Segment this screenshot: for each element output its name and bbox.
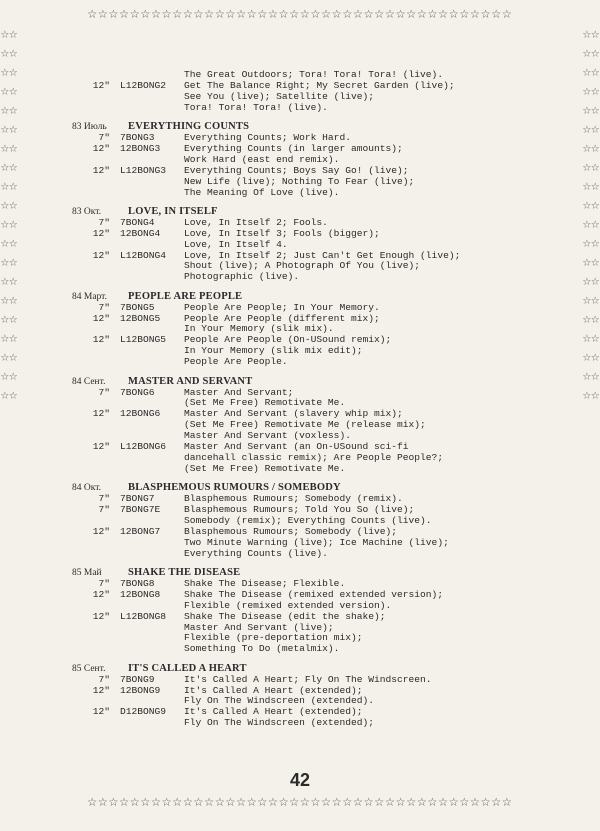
release-title: EVERYTHING COUNTS <box>128 121 250 133</box>
track-text: It's Called A Heart (extended); <box>184 706 363 718</box>
track-text: In Your Memory (slik mix). <box>184 323 334 335</box>
format-label: 12" <box>92 706 110 718</box>
format-label: 12" <box>92 227 110 239</box>
release-date: 85 Май <box>72 568 102 579</box>
format-label: 12" <box>92 334 110 346</box>
track-line <box>0 240 600 251</box>
track-line <box>0 229 600 240</box>
track-text: Everything Counts; Boys Say Go! (live); <box>184 164 409 176</box>
track-text: Fly On The Windscreen (extended); <box>184 717 374 729</box>
catalog-number: 12BONG8 <box>120 588 161 600</box>
track-text: Photographic (live). <box>184 271 300 283</box>
track-text: See You (live); Satellite (live); <box>184 90 374 102</box>
format-label: 12" <box>92 142 110 154</box>
format-label: 12" <box>92 684 110 696</box>
format-label: 12" <box>92 525 110 537</box>
track-line <box>0 272 600 283</box>
section-gap <box>0 198 600 207</box>
track-text: Master And Servant (slavery whip mix); <box>184 408 403 420</box>
section-gap <box>0 114 600 123</box>
catalog-number: 7BONG4 <box>120 216 155 228</box>
release-date: 83 Июль <box>72 122 107 133</box>
track-text: People Are People; In Your Memory. <box>184 301 380 313</box>
release-date: 83 Окт. <box>72 206 102 217</box>
track-line <box>0 357 600 368</box>
track-text: Master And Servant (voxless). <box>184 430 351 442</box>
release-title: PEOPLE ARE PEOPLE <box>128 290 243 302</box>
format-label: 7" <box>98 577 110 589</box>
track-text: (Set Me Free) Remotivate Me. <box>184 397 346 409</box>
release-date: 84 Март. <box>72 291 107 302</box>
format-label: 12" <box>92 408 110 420</box>
track-text: Somebody (remix); Everything Counts (live). <box>184 514 432 526</box>
track-text: Everything Counts (live). <box>184 547 328 559</box>
track-text: In Your Memory (slik mix edit); <box>184 345 363 357</box>
discography-list <box>0 70 600 729</box>
catalog-number: L12BONG3 <box>120 164 167 176</box>
track-text: People Are People. <box>184 356 288 368</box>
catalog-number: 12BONG7 <box>120 525 161 537</box>
format-label: 7" <box>98 301 110 313</box>
track-line <box>0 549 600 560</box>
format-label: 7" <box>98 216 110 228</box>
catalog-number: 12BONG4 <box>120 227 161 239</box>
release-date: 84 Окт. <box>72 483 102 494</box>
track-text: Flexible (pre-deportation mix); <box>184 632 363 644</box>
bottom-star-border: ☆☆☆☆☆☆☆☆☆☆☆☆☆☆☆☆☆☆☆☆☆☆☆☆☆☆☆☆☆☆☆☆☆☆☆☆☆☆☆☆ <box>87 793 513 811</box>
track-text: (Set Me Free) Remotivate Me. <box>184 462 346 474</box>
track-text: It's Called A Heart (extended); <box>184 684 363 696</box>
catalog-number: D12BONG9 <box>120 706 167 718</box>
track-text: Everything Counts (in larger amounts); <box>184 142 403 154</box>
track-text: Love, In Itself 2; Fools. <box>184 216 328 228</box>
catalog-number: L12BONG4 <box>120 249 167 261</box>
track-text: Love, In Itself 3; Fools (bigger); <box>184 227 380 239</box>
release-header <box>0 377 600 388</box>
track-text: The Great Outdoors; Tora! Tora! Tora! (live). <box>184 69 444 80</box>
catalog-number: L12BONG8 <box>120 610 167 622</box>
catalog-number: 7BONG6 <box>120 386 155 398</box>
track-line <box>0 188 600 199</box>
track-text: Fly On The Windscreen (extended). <box>184 695 374 707</box>
track-line <box>0 718 600 729</box>
track-text: Blasphemous Rumours; Somebody (live); <box>184 525 398 537</box>
track-text: Love, In Itself 4. <box>184 238 288 250</box>
track-line <box>0 166 600 177</box>
track-line <box>0 675 600 686</box>
track-text: Get The Balance Right; My Secret Garden (live); <box>184 79 455 91</box>
format-label: 12" <box>92 440 110 452</box>
page-number: 42 <box>289 770 311 790</box>
format-label: 7" <box>98 386 110 398</box>
track-text: Flexible (remixed extended version). <box>184 599 392 611</box>
format-label: 12" <box>92 312 110 324</box>
track-line <box>0 538 600 549</box>
catalog-number: 7BONG9 <box>120 673 155 685</box>
left-star-border: ☆☆☆☆☆☆☆☆☆☆☆☆☆☆☆☆☆☆☆☆☆☆☆☆☆☆☆☆☆☆☆☆☆☆☆☆☆☆☆☆ <box>0 27 18 404</box>
catalog-number: 12BONG6 <box>120 408 161 420</box>
catalog-number: 12BONG9 <box>120 684 161 696</box>
track-text: People Are People (On-USound remix); <box>184 334 392 346</box>
track-text: New Life (live); Nothing To Fear (live); <box>184 175 415 187</box>
track-text: Blasphemous Rumours; Told You So (live); <box>184 504 415 516</box>
release-title: MASTER AND SERVANT <box>128 375 253 387</box>
release-date: 85 Сент. <box>72 663 106 674</box>
section-gap <box>0 283 600 292</box>
catalog-number: 7BONG7 <box>120 493 155 505</box>
catalog-number: 12BONG3 <box>120 142 161 154</box>
release-title: IT'S CALLED A HEART <box>128 662 247 674</box>
release-title: BLASPHEMOUS RUMOURS / SOMEBODY <box>128 482 341 494</box>
format-label: 12" <box>92 79 110 91</box>
track-text: Everything Counts; Work Hard. <box>184 132 351 144</box>
track-text: Shake The Disease (remixed extended version); <box>184 588 444 600</box>
track-line <box>0 303 600 314</box>
track-text: The Meaning Of Love (live). <box>184 186 340 198</box>
catalog-number: 7BONG3 <box>120 132 155 144</box>
format-label: 12" <box>92 249 110 261</box>
track-line <box>0 601 600 612</box>
format-label: 7" <box>98 132 110 144</box>
catalog-number: 12BONG5 <box>120 312 161 324</box>
catalog-number: L12BONG5 <box>120 334 167 346</box>
track-line <box>0 177 600 188</box>
release-title: LOVE, IN ITSELF <box>128 205 218 217</box>
track-text: Master And Servant (live); <box>184 621 334 633</box>
track-line <box>0 464 600 475</box>
track-text: Master And Servant (an On-USound sci-fi <box>184 440 409 452</box>
track-text: Shake The Disease (edit the shake); <box>184 610 386 622</box>
format-label: 12" <box>92 588 110 600</box>
section-gap <box>0 655 600 664</box>
track-line <box>0 346 600 357</box>
right-star-border: ☆☆☆☆☆☆☆☆☆☆☆☆☆☆☆☆☆☆☆☆☆☆☆☆☆☆☆☆☆☆☆☆☆☆☆☆☆☆☆☆ <box>582 27 600 404</box>
format-label: 12" <box>92 610 110 622</box>
track-text: People Are People (different mix); <box>184 312 380 324</box>
format-label: 7" <box>98 504 110 516</box>
track-text: Blasphemous Rumours; Somebody (remix). <box>184 493 403 505</box>
track-text: Master And Servant; <box>184 386 294 398</box>
track-text: Work Hard (east end remix). <box>184 153 340 165</box>
track-text: It's Called A Heart; Fly On The Windscreen. <box>184 673 432 685</box>
format-label: 7" <box>98 673 110 685</box>
catalog-number: 7BONG7E <box>120 504 161 516</box>
track-line <box>0 644 600 655</box>
section-gap <box>0 559 600 568</box>
format-label: 12" <box>92 164 110 176</box>
catalog-number: 7BONG8 <box>120 577 155 589</box>
release-title: SHAKE THE DISEASE <box>128 567 241 579</box>
track-text: (Set Me Free) Remotivate Me (release mix); <box>184 419 426 431</box>
catalog-number: L12BONG2 <box>120 79 167 91</box>
top-star-border: ☆☆☆☆☆☆☆☆☆☆☆☆☆☆☆☆☆☆☆☆☆☆☆☆☆☆☆☆☆☆☆☆☆☆☆☆☆☆☆☆ <box>87 5 513 23</box>
track-text: Two Minute Warning (live); Ice Machine (live); <box>184 536 449 548</box>
track-text: Shout (live); A Photograph Of You (live); <box>184 260 421 272</box>
track-line <box>0 103 600 114</box>
catalog-number: L12BONG6 <box>120 440 167 452</box>
track-text: Something To Do (metalmix). <box>184 643 340 655</box>
catalog-number: 7BONG5 <box>120 301 155 313</box>
track-text: Love, In Itself 2; Just Can't Get Enough (live); <box>184 249 461 261</box>
release-date: 84 Сент. <box>72 376 106 387</box>
track-text: Shake The Disease; Flexible. <box>184 577 346 589</box>
section-gap <box>0 368 600 377</box>
format-label: 7" <box>98 493 110 505</box>
track-text: Tora! Tora! Tora! (live). <box>184 101 328 113</box>
track-line <box>0 612 600 623</box>
track-text: dancehall classic remix); Are People People?; <box>184 451 444 463</box>
track-line <box>0 261 600 272</box>
